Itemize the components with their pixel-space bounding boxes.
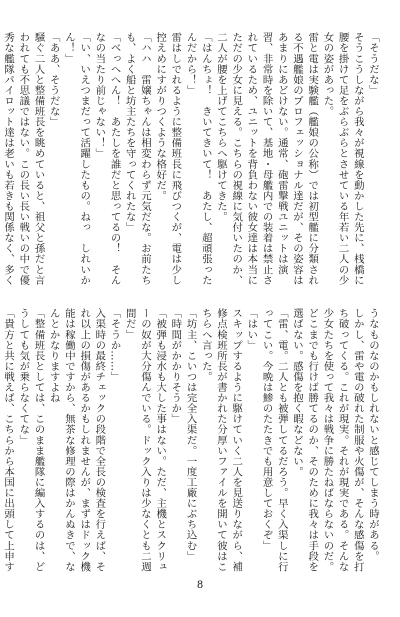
text-line: 入渠時の最終チェックの段階で全長の検査を行えば、それ以上の損傷があるかもしれませんが、まずはドック機能は稼働中ですから、無茶な修理の際はかんぬきで、なんとかなりますよね (47, 308, 106, 572)
text-line: 雷と電は実験艦（艦娘の公称）では初型艦に分類される不遇艦娘のプロフェッショナル達だが、その姿容はあまりにあどけない。通常、砲雷撃戦ユニットは演習、非常時を除いて、基地・母艦内での装着は禁止されているため、ユニットを背負わない彼女達は本当にただの少女に見える。こちらの視線に気付いたのか、二人が腰を上げてこちらへ駆けてきた。 (214, 32, 319, 286)
text-line: うなものなのかもしれないと感じてしまう時がある。 (367, 308, 379, 562)
text-line: 「べっへへん！ あたしを誰だと思ってるの！ そんなの当たり前じゃない！」 (93, 32, 121, 286)
text-line: 「貴方と共に戦えば、こちらから本国に出頭して上申す (2, 308, 15, 572)
text-line: 「被弾も浸水も大した事はない。ただ、主機とスクリューの奴が大分傷んでいる。ドック入りは少なくとも二週間だ」 (123, 308, 167, 572)
text-line: 「ハハ 雷嬢ちゃんは相変わらず元気だな。お前たちも、よく船と坊主たちを守ってくれたな」 (123, 32, 151, 286)
text-line: しかし、雷や電の破れた制服や火傷が、そんな感傷を打ち破ってくる。これが現実。それが現実である。そんな少女たちを使って我々は戦争に勝たねばならないのだ。どこまでも行けば勝てるのか、そのために我々は手段を選ばない。感傷を抱く暇などない。 (290, 308, 364, 572)
text-line: 騒ぐ二人と整備班長を眺めていると、祖父と孫だと言われても不思議ではない。この長い長い戦いの中で優秀な艦隊パイロット達は老いも若きも関係なく、多く (2, 32, 45, 286)
text-line: 「整備班長としては、このまま艦隊に編入するのは、どうしても気が乗らなくてな」 (17, 308, 45, 572)
text-line: そうこうしながら我々が視線を動かした先に、桟橋に腰を掛けて足をぶらぶらとさせている年若い二人の少女の姿があった。 (321, 32, 364, 286)
text-line: 「坊主、こいつは完全入渠だ。一度工廠にぶち込む」 (184, 308, 197, 562)
text-line: 雷はしでれるように整備班長に飛びつくが、電は少し控えめにすがりつくような格好だ。 (154, 32, 182, 286)
text-line: 「はんちょ！ きいてきいて！ あたし、超頑張ったんだから！」 (184, 32, 212, 286)
text-line: スキップするように駆けていく二人を見送りながら、補修点検班所長が書かれた分厚いファイルを開いて彼はこちらへ言った。 (199, 308, 243, 572)
text-line: 「そうだな」 (367, 32, 379, 96)
text-line: 「はい」 (245, 308, 258, 351)
text-line: 「雷、電。二人とも被弾してるだろう。早く入渠しに行ってこい。今晩は鯵のたたきでも用意しておくぞ」 (260, 308, 288, 572)
page-number: 8 (196, 580, 204, 591)
text-line: 「時間がかかりそうか」 (169, 308, 182, 425)
text-line: 「い、いえつまだって活躍したもの。ねっ しれいかん！」 (62, 32, 91, 286)
lower-text-block (2, 308, 380, 572)
text-line: 「ああ、そうだな」 (47, 32, 60, 127)
text-line: 「そうか……」 (108, 308, 121, 382)
upper-text-block (2, 32, 380, 292)
